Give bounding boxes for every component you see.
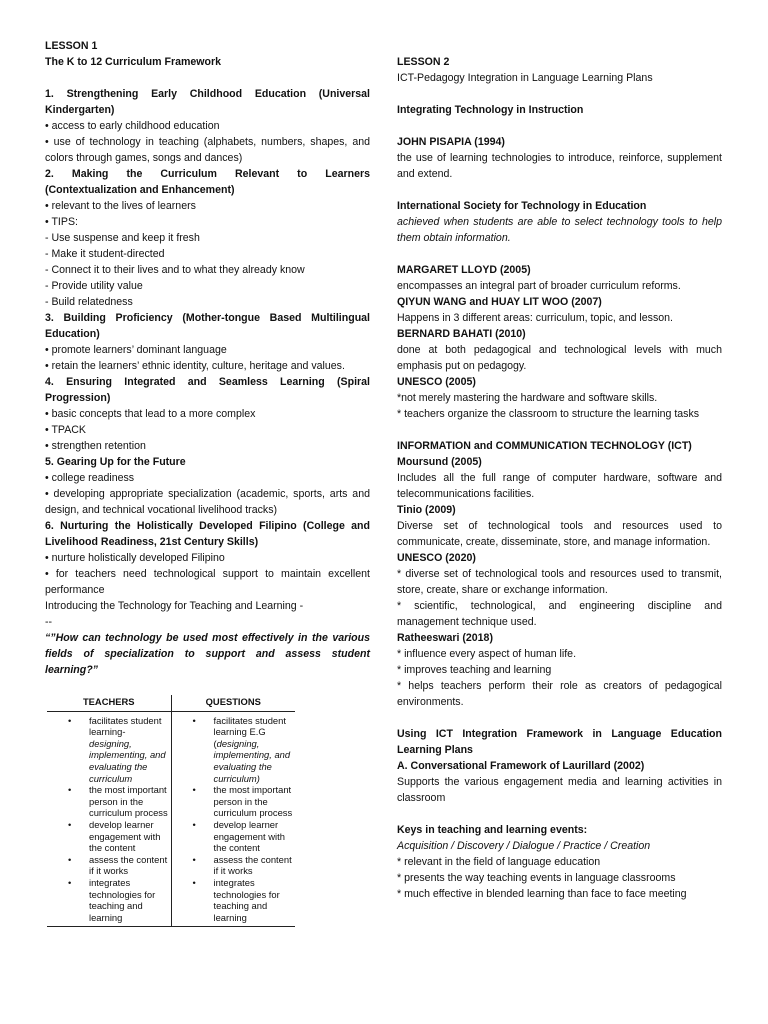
list-item: • integrates technologies for teaching and learning <box>214 877 294 923</box>
section-1-bullet: • access to early childhood education <box>45 120 220 132</box>
keys-item: * much effective in blended learning than face to face meeting <box>397 888 687 900</box>
tinio-text: Diverse set of technological tools and resources used to communicate, create, disseminate, store, and manage information. <box>397 520 722 548</box>
moursund-text: Includes all the full range of computer hardware, software and telecommunications facilities. <box>397 472 722 500</box>
pisapia-text: the use of learning technologies to introduce, reinforce, supplement and extend. <box>397 152 722 180</box>
tip-item: - Provide utility value <box>45 280 143 292</box>
unesco-2005-item: *not merely mastering the hardware and software skills. <box>397 392 658 404</box>
spacer <box>397 182 722 198</box>
section-2-bullet: • relevant to the lives of learners <box>45 200 196 212</box>
section-2-heading: 2. Making the Curriculum Relevant to Learners (Contextualization and Enhancement) <box>45 168 370 196</box>
tip-item: - Use suspense and keep it fresh <box>45 232 200 244</box>
section-5-bullet: • college readiness <box>45 472 135 484</box>
list-item: • facilitates student learning E.G (designing, implementing, and evaluating the curriculum) <box>214 715 294 785</box>
intro-line: Introducing the Technology for Teaching and Learning - <box>45 600 304 612</box>
spacer <box>397 86 722 102</box>
keys-item: * presents the way teaching events in language classrooms <box>397 872 676 884</box>
spacer <box>45 70 370 86</box>
left-column <box>45 38 370 678</box>
moursund-heading: Moursund (2005) <box>397 456 482 468</box>
teachers-questions-table <box>47 695 295 927</box>
lesson-1-label: LESSON 1 <box>45 40 98 52</box>
section-1-bullet: • use of technology in teaching (alphabets, numbers, shapes, and colors through games, songs and dances) <box>45 136 370 164</box>
tip-item: - Make it student-directed <box>45 248 165 260</box>
section-6-bullet: • nurture holistically developed Filipino <box>45 552 225 564</box>
lesson-2-title: ICT-Pedagogy Integration in Language Learning Plans <box>397 72 653 84</box>
section-3-bullet: • promote learners’ dominant language <box>45 344 227 356</box>
lesson-2-label: LESSON 2 <box>397 56 450 68</box>
list-item: • assess the content if it works <box>89 854 169 877</box>
spacer <box>397 246 722 262</box>
wang-heading: QIYUN WANG and HUAY LIT WOO (2007) <box>397 296 602 308</box>
list-item: • the most important person in the curriculum process <box>214 784 294 819</box>
unesco-2005-heading: UNESCO (2005) <box>397 376 476 388</box>
questions-list <box>174 715 294 924</box>
lloyd-heading: MARGARET LLOYD (2005) <box>397 264 531 276</box>
lloyd-text: encompasses an integral part of broader curriculum reforms. <box>397 280 681 292</box>
unesco-2020-heading: UNESCO (2020) <box>397 552 476 564</box>
keys-item: * relevant in the field of language education <box>397 856 601 868</box>
laurillard-text: Supports the various engagement media and learning activities in classroom <box>397 776 722 804</box>
ratheeswari-item: * influence every aspect of human life. <box>397 648 577 660</box>
teachers-cell <box>47 711 171 927</box>
keys-heading: Keys in teaching and learning events: <box>397 824 588 836</box>
pisapia-heading: JOHN PISAPIA (1994) <box>397 136 505 148</box>
ratheeswari-item: * improves teaching and learning <box>397 664 552 676</box>
section-4-bullet: • strengthen retention <box>45 440 146 452</box>
laurillard-heading: A. Conversational Framework of Laurillard (2002) <box>397 760 645 772</box>
section-4-heading: 4. Ensuring Integrated and Seamless Learning (Spiral Progression) <box>45 376 370 404</box>
bahati-heading: BERNARD BAHATI (2010) <box>397 328 526 340</box>
lesson-1-title: The K to 12 Curriculum Framework <box>45 56 222 68</box>
dashes-line: -- <box>45 616 53 628</box>
section-6-bullet: • for teachers need technological support to maintain excellent performance <box>45 568 370 596</box>
ratheeswari-heading: Ratheeswari (2018) <box>397 632 493 644</box>
table-header-teachers: TEACHERS <box>47 695 171 711</box>
list-item: • develop learner engagement with the content <box>89 819 169 854</box>
iste-heading: International Society for Technology in Education <box>397 200 647 212</box>
tip-item: - Build relatedness <box>45 296 133 308</box>
tinio-heading: Tinio (2009) <box>397 504 456 516</box>
ratheeswari-item: * helps teachers perform their role as creators of pedagogical environments. <box>397 680 722 708</box>
list-item: • develop learner engagement with the content <box>214 819 294 854</box>
list-item: • the most important person in the curriculum process <box>89 784 169 819</box>
table-header-row <box>47 695 295 711</box>
section-5-heading: 5. Gearing Up for the Future <box>45 456 186 468</box>
section-5-bullet: • developing appropriate specialization (academic, sports, arts and design, and technical vocational livelihood tracks) <box>45 488 370 516</box>
table-header-questions: QUESTIONS <box>171 695 295 711</box>
list-item: • facilitates student learning- designing, implementing, and evaluating the curriculum <box>89 715 169 785</box>
unesco-2020-item: * scientific, technological, and engineering discipline and management technique used. <box>397 600 722 628</box>
unesco-2020-item: * diverse set of technological tools and resources used to transmit, store, create, share or exchange information. <box>397 568 722 596</box>
section-1-heading: 1. Strengthening Early Childhood Education (Universal Kindergarten) <box>45 88 370 116</box>
spacer <box>397 422 722 438</box>
using-ict-heading: Using ICT Integration Framework in Language Education Learning Plans <box>397 728 722 756</box>
section-3-bullet: • retain the learners’ ethnic identity, culture, heritage and values. <box>45 360 345 372</box>
keys-events: Acquisition / Discovery / Dialogue / Practice / Creation <box>397 840 651 852</box>
list-item: • assess the content if it works <box>214 854 294 877</box>
list-item: • integrates technologies for teaching and learning <box>89 877 169 923</box>
section-4-bullet: • TPACK <box>45 424 86 436</box>
section-2-bullet: • TIPS: <box>45 216 78 228</box>
teachers-list <box>49 715 169 924</box>
spacer <box>397 118 722 134</box>
section-3-heading: 3. Building Proficiency (Mother-tongue Based Multilingual Education) <box>45 312 370 340</box>
integrating-heading: Integrating Technology in Instruction <box>397 104 584 116</box>
section-6-heading: 6. Nurturing the Holistically Developed Filipino (College and Livelihood Readiness, 21st Century Skills) <box>45 520 370 548</box>
tip-item: - Connect it to their lives and to what they already know <box>45 264 305 276</box>
ict-heading: INFORMATION and COMMUNICATION TECHNOLOGY (ICT) <box>397 440 692 452</box>
wang-text: Happens in 3 different areas: curriculum, topic, and lesson. <box>397 312 673 324</box>
guiding-question: “”How can technology be used most effectively in the various fields of specialization to support and assess student learning?” <box>45 632 370 676</box>
spacer <box>397 38 722 54</box>
iste-text: achieved when students are able to select technology tools to help them obtain information. <box>397 216 722 244</box>
right-column <box>397 38 722 902</box>
table-row <box>47 711 295 927</box>
bahati-text: done at both pedagogical and technological levels with much emphasis put on pedagogy. <box>397 344 722 372</box>
unesco-2005-item: * teachers organize the classroom to structure the learning tasks <box>397 408 700 420</box>
spacer <box>397 710 722 726</box>
spacer <box>397 806 722 822</box>
questions-cell <box>171 711 295 927</box>
section-4-bullet: • basic concepts that lead to a more complex <box>45 408 256 420</box>
